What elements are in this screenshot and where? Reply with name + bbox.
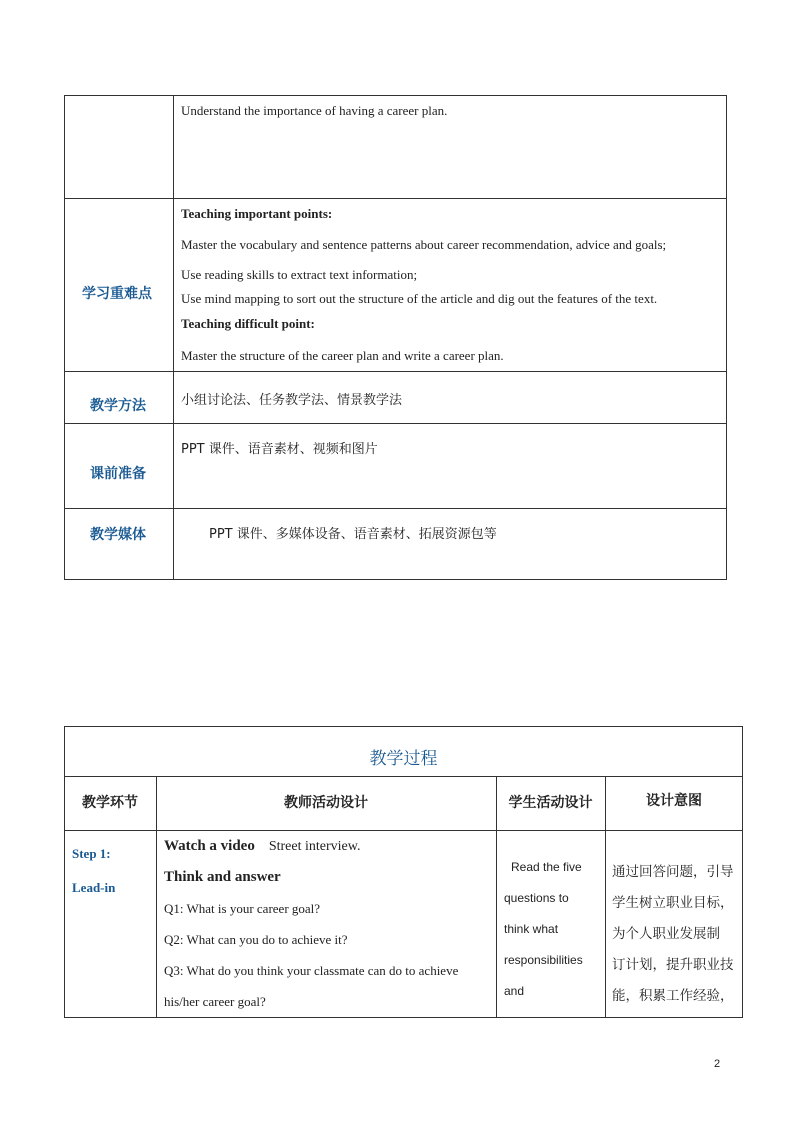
- student-line: Read the five: [511, 860, 582, 874]
- media-text: PPT 课件、多媒体设备、语音素材、拓展资源包等: [209, 527, 497, 542]
- col-divider: [496, 776, 497, 1018]
- header-step: 教学环节: [82, 795, 138, 811]
- question-2: Q2: What can you do to achieve it?: [164, 932, 348, 947]
- row-divider: [64, 371, 727, 372]
- row-divider: [64, 508, 727, 509]
- step-number: Step 1:: [72, 846, 111, 861]
- process-title: 教学过程: [369, 749, 438, 769]
- watch-video-rest: Street interview.: [268, 839, 361, 854]
- student-line: think what: [504, 922, 559, 936]
- page-number: 2: [714, 1058, 721, 1070]
- header-teacher: 教师活动设计: [284, 795, 368, 811]
- important-point-3: Use mind mapping to sort out the structure of the article and dig out the features of the text.: [181, 291, 658, 306]
- header-intent: 设计意图: [646, 793, 702, 809]
- intent-line: 通过回答问题，引导: [612, 864, 734, 880]
- row-divider: [64, 198, 727, 199]
- student-line: responsibilities: [504, 953, 583, 967]
- preparation-label: 课前准备: [90, 466, 146, 482]
- intent-line: 学生树立职业目标，: [612, 895, 734, 911]
- step-name: Lead-in: [72, 880, 116, 895]
- intent-line: 订计划，提升职业技: [612, 957, 734, 973]
- difficult-point-heading: Teaching difficult point:: [181, 316, 315, 331]
- col-divider: [156, 776, 157, 1018]
- important-points-heading: Teaching important points:: [181, 206, 333, 221]
- header-divider: [64, 830, 743, 831]
- question-3-line1: Q3: What do you think your classmate can do to achieve: [164, 963, 459, 978]
- question-3-line2: his/her career goal?: [164, 994, 266, 1009]
- objective-text: Understand the importance of having a career plan.: [181, 103, 448, 118]
- header-student: 学生活动设计: [508, 795, 593, 811]
- intent-line: 能，积累工作经验，: [612, 988, 734, 1004]
- preparation-text: PPT 课件、语音素材、视频和图片: [181, 442, 378, 457]
- difficult-point-1: Master the structure of the career plan and write a career plan.: [181, 348, 504, 363]
- question-1: Q1: What is your career goal?: [164, 901, 321, 916]
- student-line: and: [504, 984, 525, 998]
- student-line: questions to: [504, 891, 569, 905]
- watch-video-bold: Watch a video: [164, 838, 255, 854]
- important-point-2: Use reading skills to extract text information;: [181, 267, 418, 282]
- watch-video-line: [164, 838, 360, 855]
- intent-line: 为个人职业发展制: [612, 926, 720, 942]
- row-divider: [64, 423, 727, 424]
- think-answer-heading: Think and answer: [164, 869, 281, 885]
- important-point-1: Master the vocabulary and sentence patterns about career recommendation, advice and goals;: [181, 237, 667, 252]
- title-divider: [64, 776, 743, 777]
- methods-label: 教学方法: [90, 398, 146, 414]
- methods-text: 小组讨论法、任务教学法、情景教学法: [181, 393, 403, 408]
- key-points-label: 学习重难点: [82, 286, 152, 302]
- media-label: 教学媒体: [90, 527, 146, 543]
- col-divider: [605, 776, 606, 1018]
